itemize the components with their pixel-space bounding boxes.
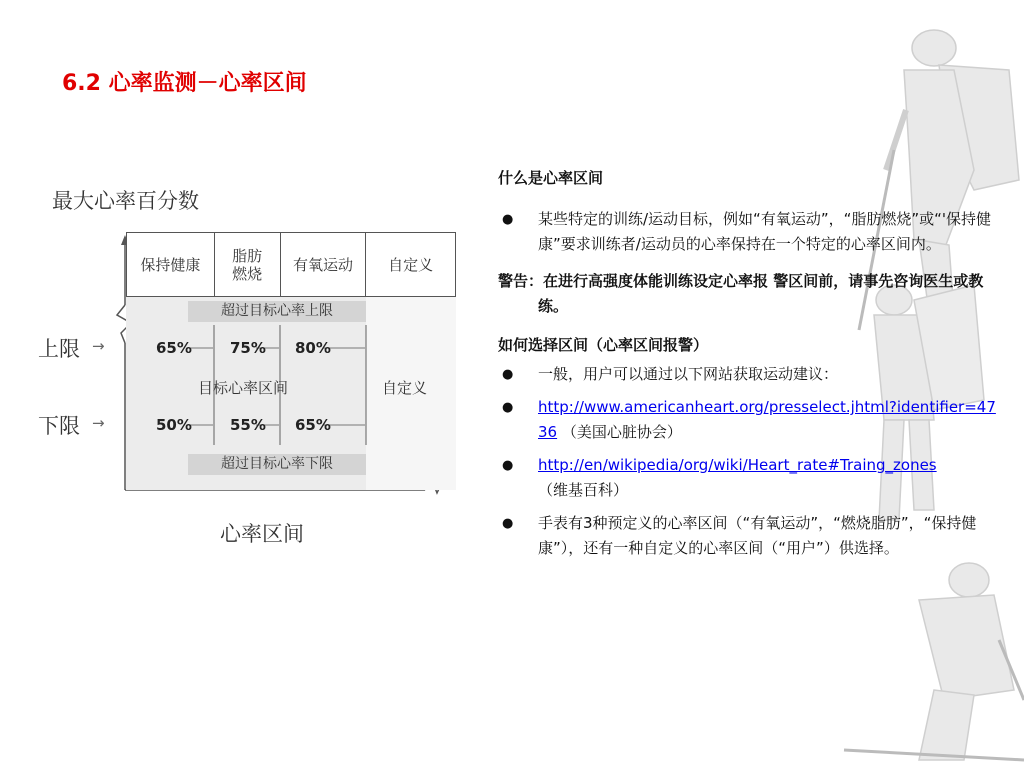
lower-limit-label: 下限: [38, 414, 80, 438]
band-above-upper: 超过目标心率上限: [188, 301, 366, 322]
lower-arrow-icon: →: [92, 414, 105, 432]
lower-value-fitness: 50%: [156, 416, 192, 434]
zone-fat-burn: 脂肪 燃烧: [214, 233, 280, 297]
warning-text: 警告：在进行高强度体能训练设定心率报 警区间前，请事先咨询医生或教练。: [498, 272, 984, 315]
content-text: [498, 166, 996, 561]
upper-value-aerobic: 80%: [295, 339, 331, 357]
zone-aerobic: 有氧运动: [280, 233, 366, 297]
upper-value-fat-burn: 75%: [230, 339, 266, 357]
zone-header-table: [126, 232, 456, 297]
diagram-x-axis-label: 心率区间: [220, 522, 304, 546]
bullet-zone-description: ● 某些特定的训练/运动目标，例如“有氧运动”，“脂肪燃烧”或“'保持健康”要求训练者/运动员的心率保持在一个特定的心率区间内。: [498, 207, 996, 257]
zone-custom: 自定义: [366, 233, 456, 297]
question-what-is-zone: 什么是心率区间: [498, 169, 604, 187]
bullet-aha-link: [498, 395, 996, 445]
diagram-y-axis-label: 最大心率百分数: [52, 189, 199, 213]
wikipedia-note: （维基百科）: [538, 481, 629, 499]
custom-zone-label: 自定义: [382, 379, 428, 397]
upper-limit-label: 上限: [38, 337, 80, 361]
lower-value-fat-burn: 55%: [230, 416, 266, 434]
target-zone-label: 目标心率区间: [198, 379, 289, 397]
band-below-lower: 超过目标心率下限: [188, 454, 366, 475]
bullet-wikipedia-link: [498, 453, 996, 503]
question-how-to-choose: 如何选择区间（心率区间报警）: [498, 336, 709, 354]
heart-rate-zone-diagram: [30, 175, 470, 565]
bullet-watch-zones: ● 手表有3种预定义的心率区间（“有氧运动”，“燃烧脂肪”，“保持健康”），还有一种自定义的心率区间（“用户”）供选择。: [498, 511, 996, 561]
upper-arrow-icon: →: [92, 337, 105, 355]
aha-note: （美国心脏协会）: [561, 423, 682, 441]
bullet-general-advice: ● 一般，用户可以通过以下网站获取运动建议：: [498, 362, 996, 387]
wikipedia-link[interactable]: http://en/wikipedia/org/wiki/Heart_rate#Traing_zones: [538, 456, 937, 474]
zone-fitness: 保持健康: [127, 233, 215, 297]
upper-value-fitness: 65%: [156, 339, 192, 357]
aha-link[interactable]: http://www.americanheart.org/presselect.jhtml?identifier=4736: [538, 398, 996, 441]
lower-value-aerobic: 65%: [295, 416, 331, 434]
slide-title: 6.2 心率监测－心率区间: [62, 71, 307, 96]
